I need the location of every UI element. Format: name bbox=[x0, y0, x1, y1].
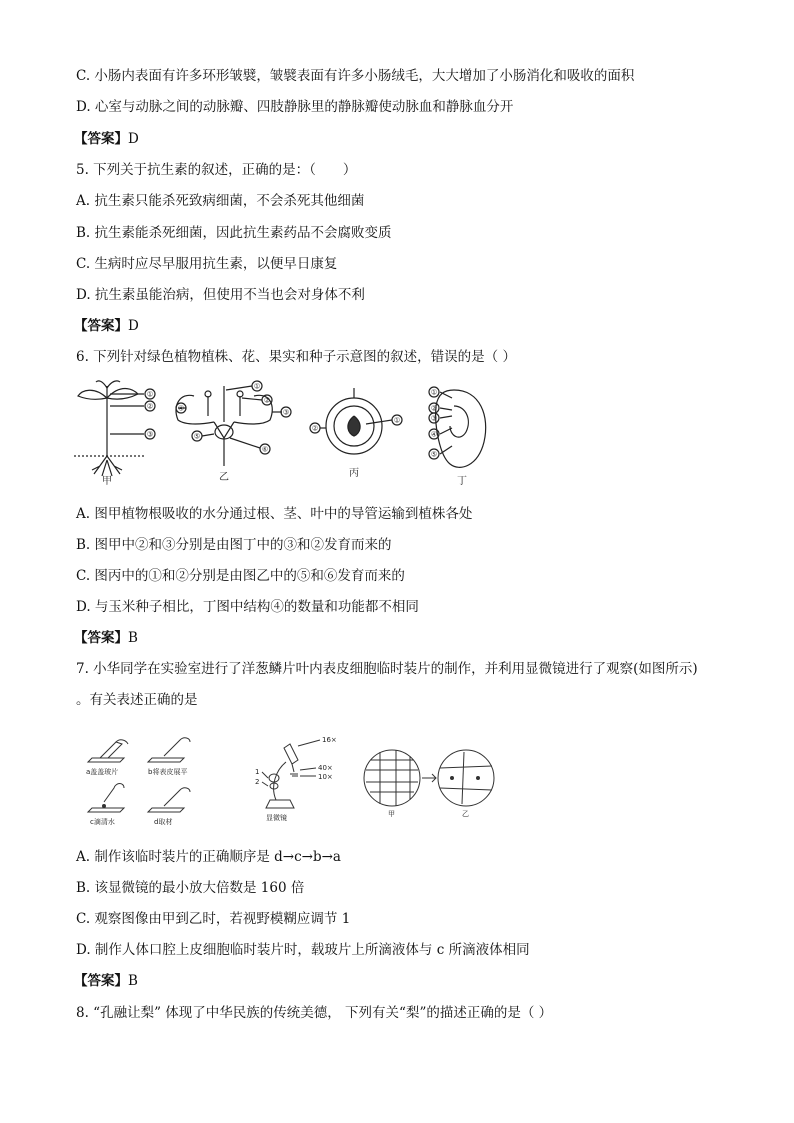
q7-option-b: B. 该显微镜的最小放大倍数是 160 倍 bbox=[76, 880, 305, 896]
q6-option-c: C. 图丙中的①和②分别是由图乙中的⑤和⑥发育而来的 bbox=[76, 568, 405, 584]
microscope-caption: 显微镜 bbox=[266, 814, 287, 822]
caption-jia: 甲 bbox=[102, 476, 112, 486]
q5-option-a: A. 抗生素只能杀死致病细菌，不会杀死其他细菌 bbox=[76, 193, 365, 209]
q5-stem: 5. 下列关于抗生素的叙述，正确的是：（ ） bbox=[76, 162, 357, 178]
arrow-icon bbox=[422, 774, 436, 782]
fruit-diagram bbox=[310, 388, 402, 454]
q4-option-c: C. 小肠内表面有许多环形皱襞，皱襞表面有许多小肠绒毛，大大增加了小肠消化和吸收的面积 bbox=[76, 68, 635, 84]
caption-yi: 乙 bbox=[219, 472, 229, 483]
q6-answer bbox=[74, 629, 138, 647]
q7-stem-line1: 7. 小华同学在实验室进行了洋葱鳞片叶内表皮细胞临时装片的制作，并利用显微镜进行了观察(如图所示) bbox=[76, 661, 698, 677]
q6-option-b: B. 图甲中②和③分别是由图丁中的③和②发育而来的 bbox=[76, 537, 392, 553]
q4-answer bbox=[74, 130, 139, 148]
q6-stem: 6. 下列针对绿色植物植株、花、果实和种子示意图的叙述，错误的是（ ） bbox=[76, 349, 516, 365]
answer-label: 【答案】 bbox=[74, 973, 128, 989]
step-b-label: b将表皮展平 bbox=[148, 768, 188, 776]
q7-option-c: C. 观察图像由甲到乙时，若视野模糊应调节 1 bbox=[76, 911, 351, 927]
label-1: ① bbox=[430, 388, 438, 397]
q6-option-a: A. 图甲植物根吸收的水分通过根、茎、叶中的导管运输到植株各处 bbox=[76, 506, 473, 522]
label-3: ③ bbox=[430, 414, 438, 423]
answer-value: B bbox=[128, 630, 138, 646]
eyepiece-mag-label: 16× bbox=[322, 736, 337, 744]
q7-option-d: D. 制作人体口腔上皮细胞临时装片时，载玻片上所滴液体与 c 所滴液体相同 bbox=[76, 942, 530, 958]
q7-stem-line2: 。有关表述正确的是 bbox=[76, 692, 198, 708]
label-1: ① bbox=[393, 416, 401, 425]
objective-mag-40-label: 40× bbox=[318, 764, 333, 772]
microscope-diagram bbox=[262, 740, 320, 808]
label-1: ① bbox=[253, 382, 261, 391]
answer-value: D bbox=[128, 131, 139, 147]
label-2: ② bbox=[311, 424, 319, 433]
label-1: ① bbox=[146, 390, 154, 399]
caption-jia: 甲 bbox=[388, 810, 395, 818]
label-4: ④ bbox=[430, 430, 438, 439]
label-5: ⑤ bbox=[430, 450, 438, 459]
q7-figure-svg bbox=[80, 730, 500, 830]
knob-1-label: 1 bbox=[255, 768, 260, 776]
q8-stem: 8. “孔融让梨” 体现了中华民族的传统美德， 下列有关“梨”的描述正确的是（ ） bbox=[76, 1005, 553, 1021]
label-3: ③ bbox=[146, 430, 154, 439]
label-6: ⑥ bbox=[261, 445, 269, 454]
objective-mag-10-label: 10× bbox=[318, 773, 333, 781]
q6-option-d: D. 与玉米种子相比，丁图中结构④的数量和功能都不相同 bbox=[76, 599, 419, 615]
label-2: ② bbox=[263, 396, 271, 405]
q5-answer bbox=[74, 317, 139, 335]
label-5: ⑤ bbox=[193, 432, 201, 441]
label-2: ② bbox=[146, 402, 154, 411]
step-d-illustration bbox=[148, 788, 190, 812]
label-3: ③ bbox=[282, 408, 290, 417]
q5-option-b: B. 抗生素能杀死细菌，因此抗生素药品不会腐败变质 bbox=[76, 225, 392, 241]
q7-answer bbox=[74, 972, 138, 990]
step-a-label: a盖盖玻片 bbox=[86, 768, 119, 776]
field-of-view-yi bbox=[438, 750, 494, 806]
step-a-illustration bbox=[88, 740, 128, 762]
caption-ding: 丁 bbox=[457, 476, 467, 486]
q5-option-d: D. 抗生素虽能治病，但使用不当也会对身体不利 bbox=[76, 287, 365, 303]
q7-figure bbox=[80, 730, 500, 830]
q7-option-a: A. 制作该临时装片的正确顺序是 d→c→b→a bbox=[76, 849, 341, 865]
step-c-illustration bbox=[88, 784, 124, 813]
step-c-label: c滴清水 bbox=[90, 818, 115, 826]
answer-label: 【答案】 bbox=[74, 318, 128, 334]
plant-diagram bbox=[74, 381, 155, 476]
q4-option-d: D. 心室与动脉之间的动脉瓣、四肢静脉里的静脉瓣使动脉血和静脉血分开 bbox=[76, 99, 514, 115]
step-d-label: d取材 bbox=[154, 818, 173, 826]
answer-value: B bbox=[128, 973, 138, 989]
answer-label: 【答案】 bbox=[74, 630, 128, 646]
label-2: ② bbox=[430, 404, 438, 413]
caption-bing: 丙 bbox=[349, 468, 359, 479]
q5-option-c: C. 生病时应尽早服用抗生素，以便早日康复 bbox=[76, 256, 338, 272]
field-of-view-jia bbox=[364, 750, 420, 806]
seed-diagram bbox=[429, 387, 486, 467]
label-4: ④ bbox=[177, 404, 185, 413]
flower-diagram bbox=[176, 381, 291, 466]
answer-value: D bbox=[128, 318, 139, 334]
q6-figure bbox=[74, 376, 494, 486]
caption-yi: 乙 bbox=[462, 810, 469, 818]
answer-label: 【答案】 bbox=[74, 131, 128, 147]
knob-2-label: 2 bbox=[255, 778, 260, 786]
step-b-illustration bbox=[148, 738, 190, 762]
q6-figure-svg bbox=[74, 376, 494, 486]
